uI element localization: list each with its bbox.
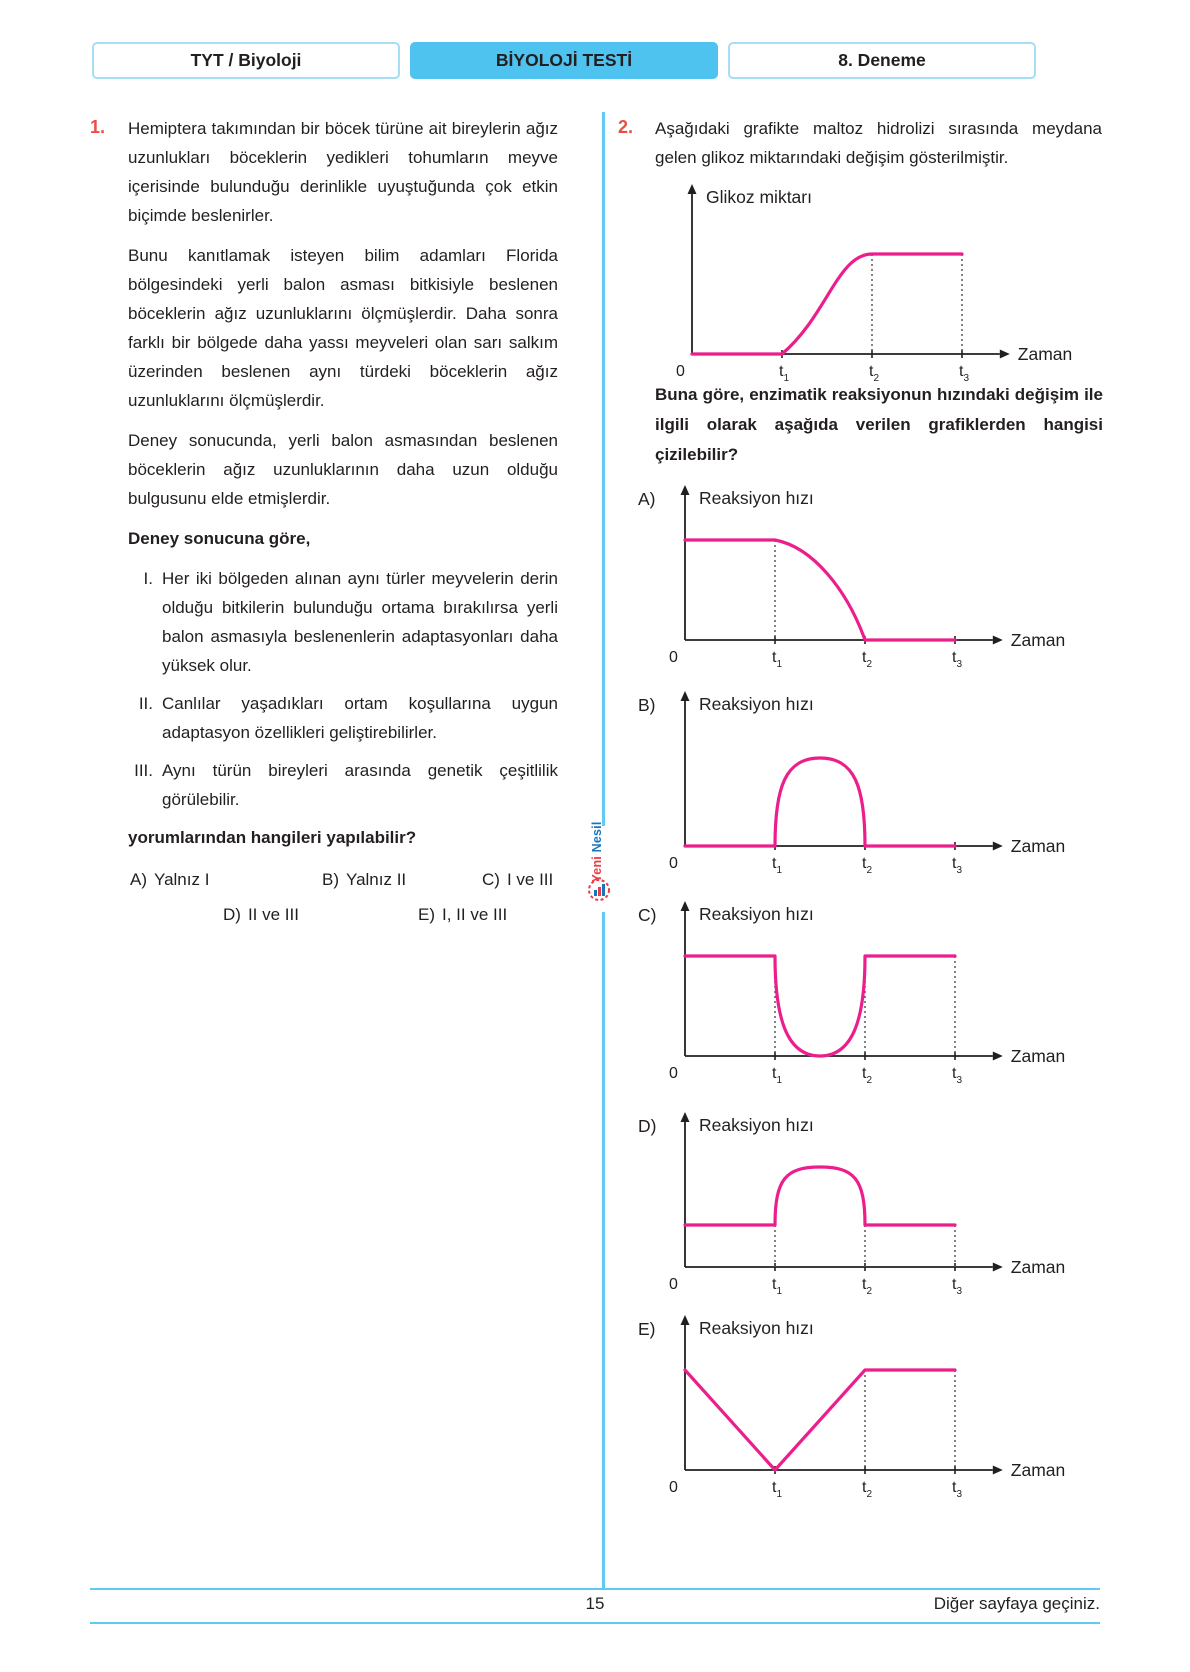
tick-label-origin: 0 (676, 363, 685, 380)
y-axis-arrow-icon (681, 901, 690, 911)
data-curve (685, 758, 955, 846)
logo-word-nesil: Nesil (590, 821, 604, 853)
header-exam-number-box (728, 42, 1036, 79)
tick-label: $t_2$ (862, 855, 873, 876)
publisher-logo-text (590, 817, 606, 887)
question-2-number: 2. (618, 117, 634, 137)
y-axis-arrow-icon (681, 691, 690, 701)
option-b: B) Yalnız II (322, 870, 407, 889)
x-axis-label: Zaman (1010, 1460, 1066, 1480)
data-curve (685, 956, 955, 1056)
tick-label: $t_3$ (952, 649, 963, 670)
x-axis-arrow-icon (993, 842, 1003, 851)
question-1-paragraph-1: Hemiptera takımından bir böcek türüne ait bireylerin ağız uzunlukları böceklerin yedikleri tohumların meyve içerisinde bulunduğu derinlikle uyuştuğunda çok etkin biçimde beslenirler. (128, 119, 558, 225)
logo-word-yeni: Yeni (590, 856, 604, 883)
option-d: D) II ve III (223, 905, 299, 924)
question-1-number: 1. (90, 117, 106, 137)
header-exam-number: 8. Deneme (838, 50, 926, 70)
tick-label: $t_1$ (772, 1065, 783, 1086)
header-course-box (92, 42, 400, 79)
statement-3-text: Aynı türün bireyleri arasında genetik çeşitlilik görülebilir. (162, 761, 558, 809)
data-curve (685, 1167, 955, 1225)
chart-svg (618, 1308, 1100, 1503)
question-2-intro: Aşağıdaki grafikte maltoz hidrolizi sırasında meydana gelen glikoz miktarındaki değişim gösterilmiştir. (655, 119, 1102, 167)
header-course-label: TYT / Biyoloji (190, 50, 302, 70)
header-test-title: BİYOLOJİ TESTİ (495, 50, 633, 70)
tick-label: $t_3$ (952, 1479, 963, 1500)
x-axis-label: Zaman (1010, 1257, 1066, 1277)
option-c: C) I ve III (482, 870, 554, 889)
x-axis-arrow-icon (993, 1263, 1003, 1272)
tick-label: $t_2$ (862, 1276, 873, 1297)
option-letter: A) (638, 489, 656, 509)
question-1-paragraph-2: Bunu kanıtlamak isteyen bilim adamları Florida bölgesindeki yerli balon asması bitkisiyle beslenen böceklerin ağız uzunluklarını ölçmüşlerdir. Daha sonra farklı bir bölgede daha yassı meyveleri olan sarı salkım üzerinden beslenen aynı türdeki böceklerin ağız uzunluklarını ölçmüşlerdir. (128, 246, 558, 410)
x-axis-arrow-icon (993, 1052, 1003, 1061)
y-axis-label: Reaksiyon hızı (699, 694, 814, 714)
y-axis-label: Glikoz miktarı (706, 187, 812, 207)
x-axis-arrow-icon (1000, 350, 1010, 359)
statement-2-numeral: II. (138, 694, 153, 713)
option-c-reaction-rate-chart (618, 894, 1100, 1089)
option-letter: C) (638, 905, 657, 925)
tick-label: $t_1$ (772, 1479, 783, 1500)
x-axis-label: Zaman (1010, 630, 1066, 650)
statement-1-numeral: I. (143, 569, 153, 588)
tick-label: $t_3$ (952, 855, 963, 876)
tick-label: $t_1$ (772, 855, 783, 876)
question-2-stem: Buna göre, enzimatik reaksiyonun hızındaki değişim ile ilgili olarak aşağıda verilen grafiklerden hangisi çizilebilir? (655, 385, 1103, 464)
tick-label: $t_3$ (952, 1065, 963, 1086)
question-1-stem: yorumlarından hangileri yapılabilir? (128, 828, 417, 847)
column-divider-bottom (602, 912, 605, 1588)
tick-label: $t_2$ (862, 1065, 873, 1086)
header-test-title-box (410, 42, 718, 79)
y-axis-arrow-icon (688, 184, 697, 194)
statement-1-text: Her iki bölgeden alınan aynı türler meyvelerin derin olduğu bitkilerin bulunduğu ortama bırakılırsa yerli balon asmasıyla beslenenlerin adaptasyonları daha yüksek olur. (162, 569, 558, 675)
tick-label: $t_2$ (869, 363, 880, 384)
tick-label: $t_3$ (959, 363, 970, 384)
option-e: E) I, II ve III (418, 905, 508, 924)
tick-label: $t_1$ (772, 1276, 783, 1297)
tick-label-origin: 0 (669, 1065, 678, 1082)
y-axis-arrow-icon (681, 1315, 690, 1325)
x-axis-label: Zaman (1010, 836, 1066, 856)
tick-label: $t_2$ (862, 649, 873, 670)
glucose-amount-chart (618, 175, 1118, 390)
column-divider-top (602, 112, 605, 826)
y-axis-label: Reaksiyon hızı (699, 904, 814, 924)
x-axis-arrow-icon (993, 636, 1003, 645)
tick-label-origin: 0 (669, 855, 678, 872)
option-letter: B) (638, 695, 656, 715)
next-page-note: Diğer sayfaya geçiniz. (933, 1594, 1100, 1613)
y-axis-label: Reaksiyon hızı (699, 488, 814, 508)
option-letter: D) (638, 1116, 657, 1136)
data-curve (685, 1370, 955, 1470)
tick-label: $t_1$ (779, 363, 790, 384)
footer-line-bottom (90, 1622, 1100, 1624)
tick-label: $t_3$ (952, 1276, 963, 1297)
option-b-reaction-rate-chart (618, 684, 1100, 879)
y-axis-arrow-icon (681, 1112, 690, 1122)
question-1 (90, 114, 558, 935)
x-axis-label: Zaman (1010, 1046, 1066, 1066)
chart-svg (618, 478, 1100, 673)
page-number: 15 (585, 1594, 605, 1613)
question-1-paragraph-3: Deney sonucunda, yerli balon asmasından beslenen böceklerin ağız uzunluklarının daha uzun olduğu bulgusunu elde etmişlerdir. (128, 431, 558, 508)
option-d-reaction-rate-chart (618, 1105, 1100, 1300)
statement-3 (128, 756, 558, 814)
chart-svg (618, 175, 1118, 390)
option-letter: E) (638, 1319, 656, 1339)
chart-svg (618, 894, 1100, 1089)
data-curve (692, 254, 962, 354)
question-1-lead: Deney sonucuna göre, (128, 529, 311, 548)
tick-label: $t_2$ (862, 1479, 873, 1500)
x-axis-label: Zaman (1017, 344, 1073, 364)
statement-2 (128, 689, 558, 747)
y-axis-arrow-icon (681, 485, 690, 495)
option-a-reaction-rate-chart (618, 478, 1100, 673)
y-axis-label: Reaksiyon hızı (699, 1115, 814, 1135)
statement-3-numeral: III. (134, 761, 153, 780)
tick-label: $t_1$ (772, 649, 783, 670)
tick-label-origin: 0 (669, 1479, 678, 1496)
option-e-reaction-rate-chart (618, 1308, 1100, 1503)
option-a: A) Yalnız I (130, 870, 210, 889)
tick-label-origin: 0 (669, 1276, 678, 1293)
data-curve (685, 540, 955, 640)
footer-line-top (90, 1588, 1100, 1590)
x-axis-arrow-icon (993, 1466, 1003, 1475)
tick-label-origin: 0 (669, 649, 678, 666)
publisher-logo-icon (587, 878, 611, 902)
y-axis-label: Reaksiyon hızı (699, 1318, 814, 1338)
statement-1 (128, 564, 558, 680)
chart-svg (618, 684, 1100, 879)
chart-svg (618, 1105, 1100, 1300)
statement-2-text: Canlılar yaşadıkları ortam koşullarına uygun adaptasyon özellikleri geliştirebilirler. (162, 694, 558, 742)
question-2 (618, 114, 1102, 183)
